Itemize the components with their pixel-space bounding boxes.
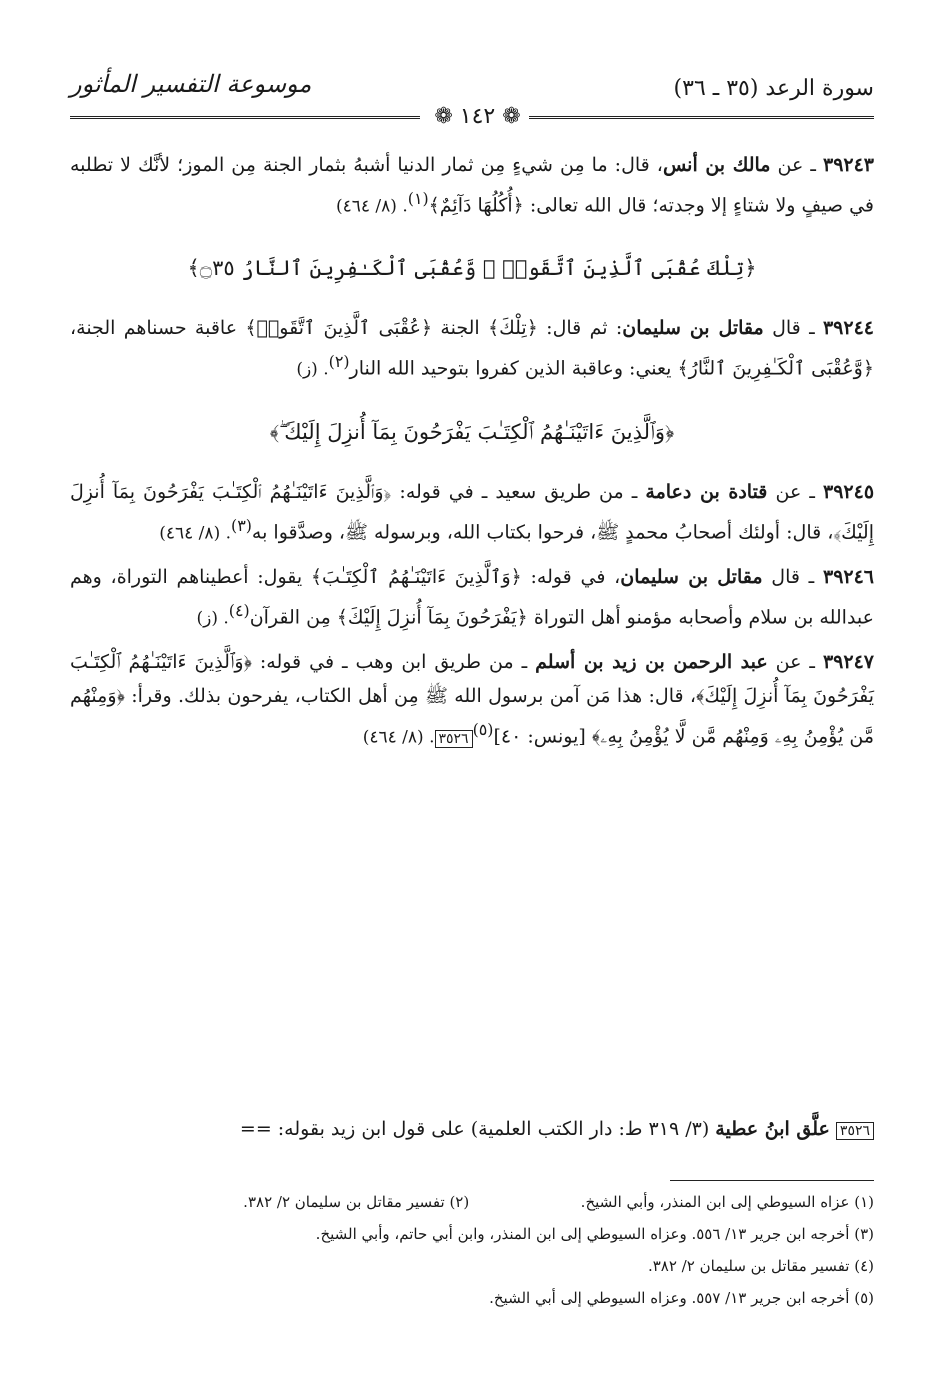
- footnote-2: (٢) تفسير مقاتل بن سليمان ٢/ ٣٨٢.: [243, 1193, 470, 1211]
- sura-title: سورة الرعد (٣٥ ـ ٣٦): [673, 76, 874, 101]
- verse-heading-1: ﴿تِلْكَ عُقْبَى ٱلَّذِينَ ٱتَّقَوا۟ ۖ وَّعُقْبَى ٱلْكَـٰفِرِينَ ٱلنَّارُ ۝٣٥﴾: [187, 256, 757, 281]
- footnote-mark: (٥): [472, 720, 494, 740]
- header-rule-left: [70, 116, 420, 119]
- entry-text: ، قال: ما مِن شيءٍ مِن ثمار الدنيا أشبهُ بثمار الجنة مِن الموز؛ لأنَّك لا تطلبه في صيفٍ ولا شتاءٍ إلا وجدته؛ قال الله تعالى: ﴿أُكُلُهَا دَآئِمٌ﴾: [70, 154, 874, 217]
- entry-39244: ٣٩٢٤٤ ـ قال مقاتل بن سليمان: ثم قال: ﴿تِلْكَ﴾ الجنة ﴿عُقْبَى ٱلَّذِينَ ٱتَّقَوا۟﴾ عاقبة حسناهم الجنة، ﴿وَّعُقْبَى ٱلْكَـٰفِرِينَ ٱلنَّارُ﴾ يعني: وعاقبة الذين كفروا بتوحيد الله النار$^{(٢)}$. (ز): [70, 317, 874, 380]
- footnote-mark: (٢): [328, 352, 350, 372]
- entry-39246: ٣٩٢٤٦ ـ قال مقاتل بن سليمان، في قوله: ﴿وَٱلَّذِينَ ءَاتَيْنَـٰهُمُ ٱلْكِتَـٰبَ﴾ يقول: أعطيناهم التوراة، وهم عبدالله بن سلام وأصحابه مؤمنو أهل التوراة ﴿يَفْرَحُونَ بِمَآ أُنزِلَ إِلَيْكَ﴾ مِن القرآن$^{(٤)}$. (ز): [70, 565, 875, 629]
- narrator-name: مقاتل بن سليمان: [620, 565, 763, 588]
- narrator-name: عبد الرحمن بن زيد بن أسلم: [535, 651, 768, 674]
- footnote-mark: (١): [407, 189, 429, 208]
- commentary-note: [30, 1112, 874, 1148]
- header-rule: [70, 104, 874, 134]
- entry-text: ، في قوله: ﴿وَٱلَّذِينَ ءَاتَيْنَـٰهُمُ ٱلْكِتَـٰبَ﴾ يقول: أعطيناهم التوراة، وهم عبدالله بن سلام وأصحابه مؤمنو أهل التوراة ﴿يَفْرَحُونَ بِمَآ أُنزِلَ إِلَيْكَ﴾ مِن القرآن: [70, 565, 874, 629]
- footnote-5: (٥) أخرجه ابن جرير ١٣/ ٥٥٧. وعزاه السيوطي إلى أبي الشيخ.: [489, 1289, 874, 1307]
- footnote-row: [70, 1186, 874, 1218]
- entry-text: : ثم قال: ﴿تِلْكَ﴾ الجنة ﴿عُقْبَى ٱلَّذِينَ ٱتَّقَوا۟﴾ عاقبة حسناهم الجنة، ﴿وَّعُقْبَى ٱلْكَـٰفِرِينَ ٱلنَّارُ﴾ يعني: وعاقبة الذين كفروا بتوحيد الله النار: [70, 317, 874, 380]
- entry-39247: ٣٩٢٤٧ ـ عن عبد الرحمن بن زيد بن أسلم ـ من طريق ابن وهب ـ في قوله: ﴿وَٱلَّذِينَ ءَاتَيْنَـٰهُمُ ٱلْكِتَـٰبَ يَفْرَحُونَ بِمَآ أُنزِلَ إِلَيْكَ﴾، قال: هذا مَن آمن برسول الله ﷺ مِن أهل الكتاب، يفرحون بذلك. وقرأ: ﴿وَمِنْهُم مَّن يُؤْمِنُ بِهِۦ وَمِنْهُم مَّن لَّا يُؤْمِنُ بِهِۦ﴾ [يونس: ٤٠]$^{(٥)}$٣٥٢٦. (٨/ ٤٦٤): [70, 651, 874, 748]
- source-ref: . (٨/ ٤٦٤): [362, 727, 435, 748]
- entry-number: ٣٩٢٤٤: [822, 317, 874, 340]
- entry-39243: ٣٩٢٤٣ ـ عن مالك بن أنس، قال: ما مِن شيءٍ مِن ثمار الدنيا أشبهُ بثمار الجنة مِن الموز؛ لأنَّك لا تطلبه في صيفٍ ولا شتاءٍ إلا وجدته؛ قال الله تعالى: ﴿أُكُلُهَا دَآئِمٌ﴾$^{(١)}$. (٨/ ٤٦٤): [70, 154, 875, 217]
- footnote-1: (١) عزاه السيوطي إلى ابن المنذر، وأبي الشيخ.: [580, 1193, 874, 1211]
- narrator-name: مقاتل بن سليمان: [622, 317, 764, 340]
- entry-39245: ٣٩٢٤٥ ـ عن قتادة بن دعامة ـ من طريق سعيد ـ في قوله: ﴿وَٱلَّذِينَ ءَاتَيْنَـٰهُمُ ٱلْكِتَـٰبَ يَفْرَحُونَ بِمَآ أُنزِلَ إِلَيْكَ﴾، قال: أولئك أصحابُ محمدٍ ﷺ، فرحوا بكتاب الله، وبرسوله ﷺ، وصدَّقوا به$^{(٣)}$. (٨/ ٤٦٤): [70, 480, 875, 543]
- footnote-mark: (٣): [231, 515, 252, 535]
- footnotes: [70, 1186, 874, 1314]
- footnote-mark: (٤): [228, 600, 250, 620]
- verse-heading-2: ﴿وَٱلَّذِينَ ءَاتَيْنَـٰهُمُ ٱلْكِتَـٰبَ يَفْرَحُونَ بِمَآ أُنزِلَ إِلَيْكَ ۖ﴾: [269, 419, 675, 444]
- narrator-name: مالك بن أنس: [662, 154, 771, 176]
- narrator-name: قتادة بن دعامة: [645, 480, 768, 503]
- note-author: علَّق ابنُ عطية: [715, 1118, 830, 1140]
- source-ref: . (ز): [296, 359, 329, 380]
- source-ref: . (ز): [196, 608, 229, 629]
- cross-ref-box: ٣٥٢٦: [435, 730, 473, 748]
- entry-number: ٣٩٢٤٥: [823, 480, 875, 503]
- entry-text: ـ من طريق سعيد ـ في قوله: ﴿وَٱلَّذِينَ ءَاتَيْنَـٰهُمُ ٱلْكِتَـٰبَ يَفْرَحُونَ بِمَآ أُنزِلَ إِلَيْكَ﴾، قال: أولئك أصحابُ محمدٍ ﷺ، فرحوا بكتاب الله، وبرسوله ﷺ، وصدَّقوا به: [70, 480, 874, 543]
- note-text: (٣/ ٣١٩ ط: دار الكتب العلمية) على قول ابن زيد بقوله: ==: [239, 1118, 716, 1140]
- note-number-box: ٣٥٢٦: [836, 1122, 874, 1140]
- source-ref: . (٨/ ٤٦٤): [335, 196, 408, 217]
- page-number: ❁ ١٤٢ ❁: [434, 104, 521, 129]
- encyclopedia-title: موسوعة التفسير المأثور: [70, 70, 312, 98]
- source-ref: . (٨/ ٤٦٤): [159, 522, 232, 543]
- header-rule-right: [529, 116, 874, 119]
- footnote-3: (٣) أخرجه ابن جرير ١٣/ ٥٥٦. وعزاه السيوطي إلى ابن المنذر، وابن أبي حاتم، وأبي الشيخ.: [315, 1225, 874, 1243]
- entry-number: ٣٩٢٤٦: [822, 565, 875, 588]
- footnote-separator: [670, 1180, 874, 1181]
- footnote-4: (٤) تفسير مقاتل بن سليمان ٢/ ٣٨٢.: [647, 1257, 874, 1275]
- entry-number: ٣٩٢٤٣: [822, 154, 875, 176]
- entry-number: ٣٩٢٤٧: [822, 651, 874, 674]
- entry-text: ـ من طريق ابن وهب ـ في قوله: ﴿وَٱلَّذِينَ ءَاتَيْنَـٰهُمُ ٱلْكِتَـٰبَ يَفْرَحُونَ بِمَآ أُنزِلَ إِلَيْكَ﴾، قال: هذا مَن آمن برسول الله ﷺ مِن أهل الكتاب، يفرحون بذلك. وقرأ: ﴿وَمِنْهُم مَّن يُؤْمِنُ بِهِۦ وَمِنْهُم مَّن لَّا يُؤْمِنُ بِهِۦ﴾ [يونس: ٤٠]: [70, 651, 874, 748]
- page-body: [70, 148, 874, 766]
